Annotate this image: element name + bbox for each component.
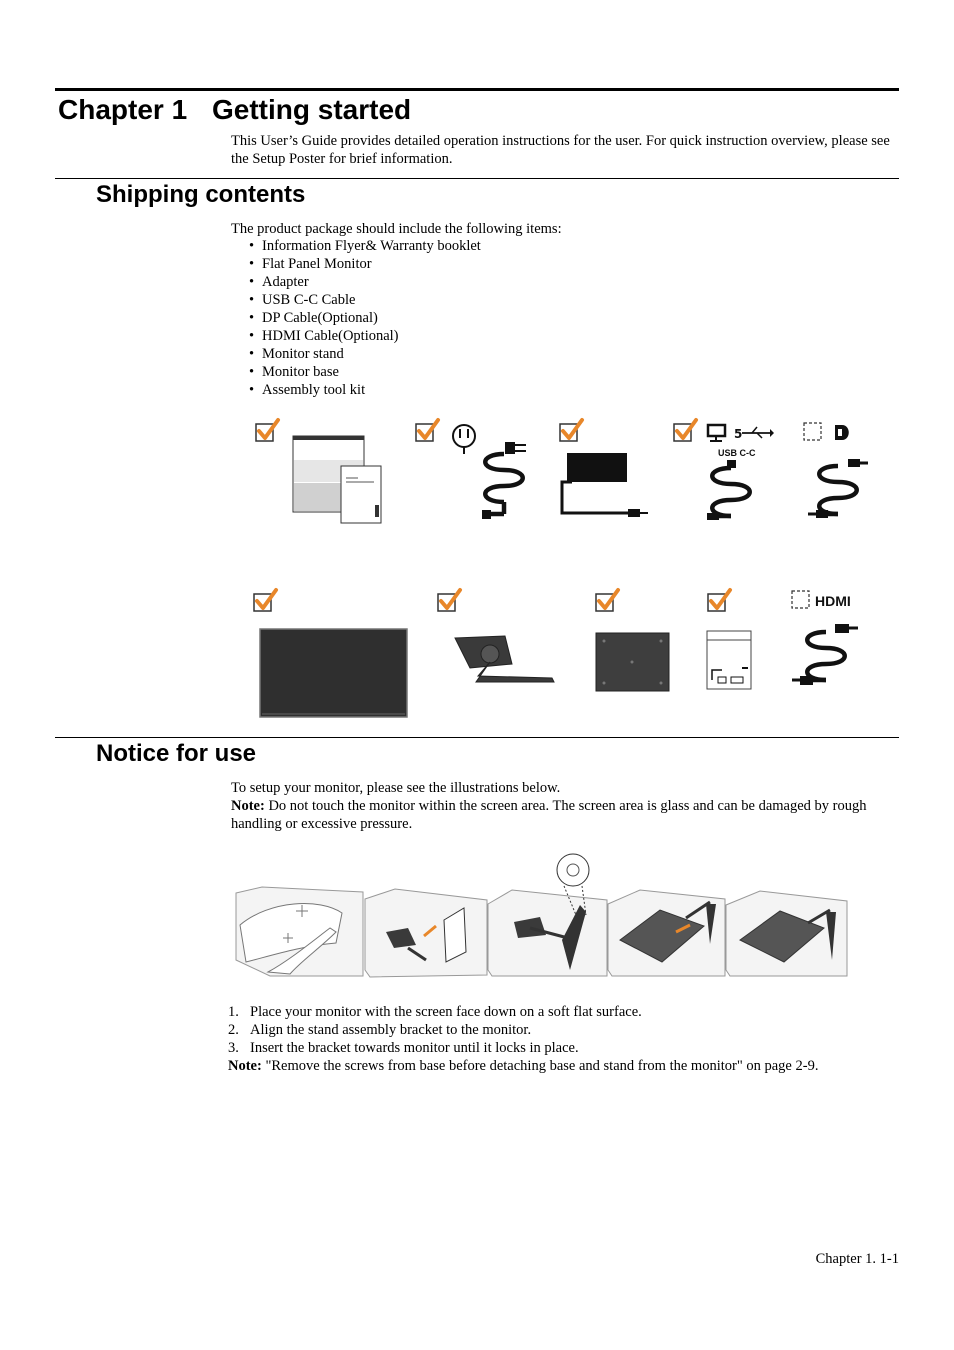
page-footer: Chapter 1. 1-1 [815, 1251, 899, 1267]
list-item: 1. Place your monitor with the screen face down on a soft flat surface. [228, 1004, 642, 1020]
shipping-intro: The product package should include the following items: [231, 221, 562, 237]
svg-text:5: 5 [734, 427, 743, 441]
chapter-intro: This User’s Guide provides detailed operation instructions for the user. For quick instruction overview, please see the Setup Poster for brief information. [231, 133, 890, 167]
shipping-heading: Shipping contents [96, 181, 306, 208]
list-item: • HDMI Cable(Optional) [249, 327, 481, 345]
list-item: • Flat Panel Monitor [249, 255, 481, 273]
note-text: Do not touch the monitor within the screen area. The screen area is glass and can be damaged by rough handling or excessive pressure. [231, 798, 867, 832]
list-item: • Adapter [249, 273, 481, 291]
setup-panel-1 [236, 887, 363, 976]
usb-cc-label: USB C-C [718, 448, 756, 458]
list-item: • DP Cable(Optional) [249, 309, 481, 327]
setup-panel-5 [726, 891, 847, 976]
list-item: • Monitor base [249, 363, 481, 381]
note-label: Note: [231, 798, 265, 814]
chapter-number: Chapter 1 [58, 94, 188, 125]
note-label: Note: [228, 1058, 262, 1074]
list-item: • Assembly tool kit [249, 381, 481, 399]
list-item: • Information Flyer& Warranty booklet [249, 237, 481, 255]
list-item: 3. Insert the bracket towards monitor until it locks in place. [228, 1040, 579, 1056]
note-text: "Remove the screws from base before detaching base and stand from the monitor" on page 2-9. [261, 1058, 819, 1074]
notice-heading: Notice for use [96, 740, 257, 767]
hdmi-logo: HDMI [815, 593, 851, 609]
setup-steps [228, 1003, 642, 1057]
setup-panel-4 [608, 890, 725, 976]
list-item: • Monitor stand [249, 345, 481, 363]
setup-panel-3 [488, 854, 607, 976]
setup-panel-2 [365, 889, 487, 977]
list-item: • USB C-C Cable [249, 291, 481, 309]
notice-note-2 [228, 1057, 893, 1075]
notice-intro: To setup your monitor, please see the illustrations below. [231, 780, 561, 796]
chapter-title: Getting started [212, 94, 412, 125]
list-item: 2. Align the stand assembly bracket to the monitor. [228, 1022, 532, 1038]
